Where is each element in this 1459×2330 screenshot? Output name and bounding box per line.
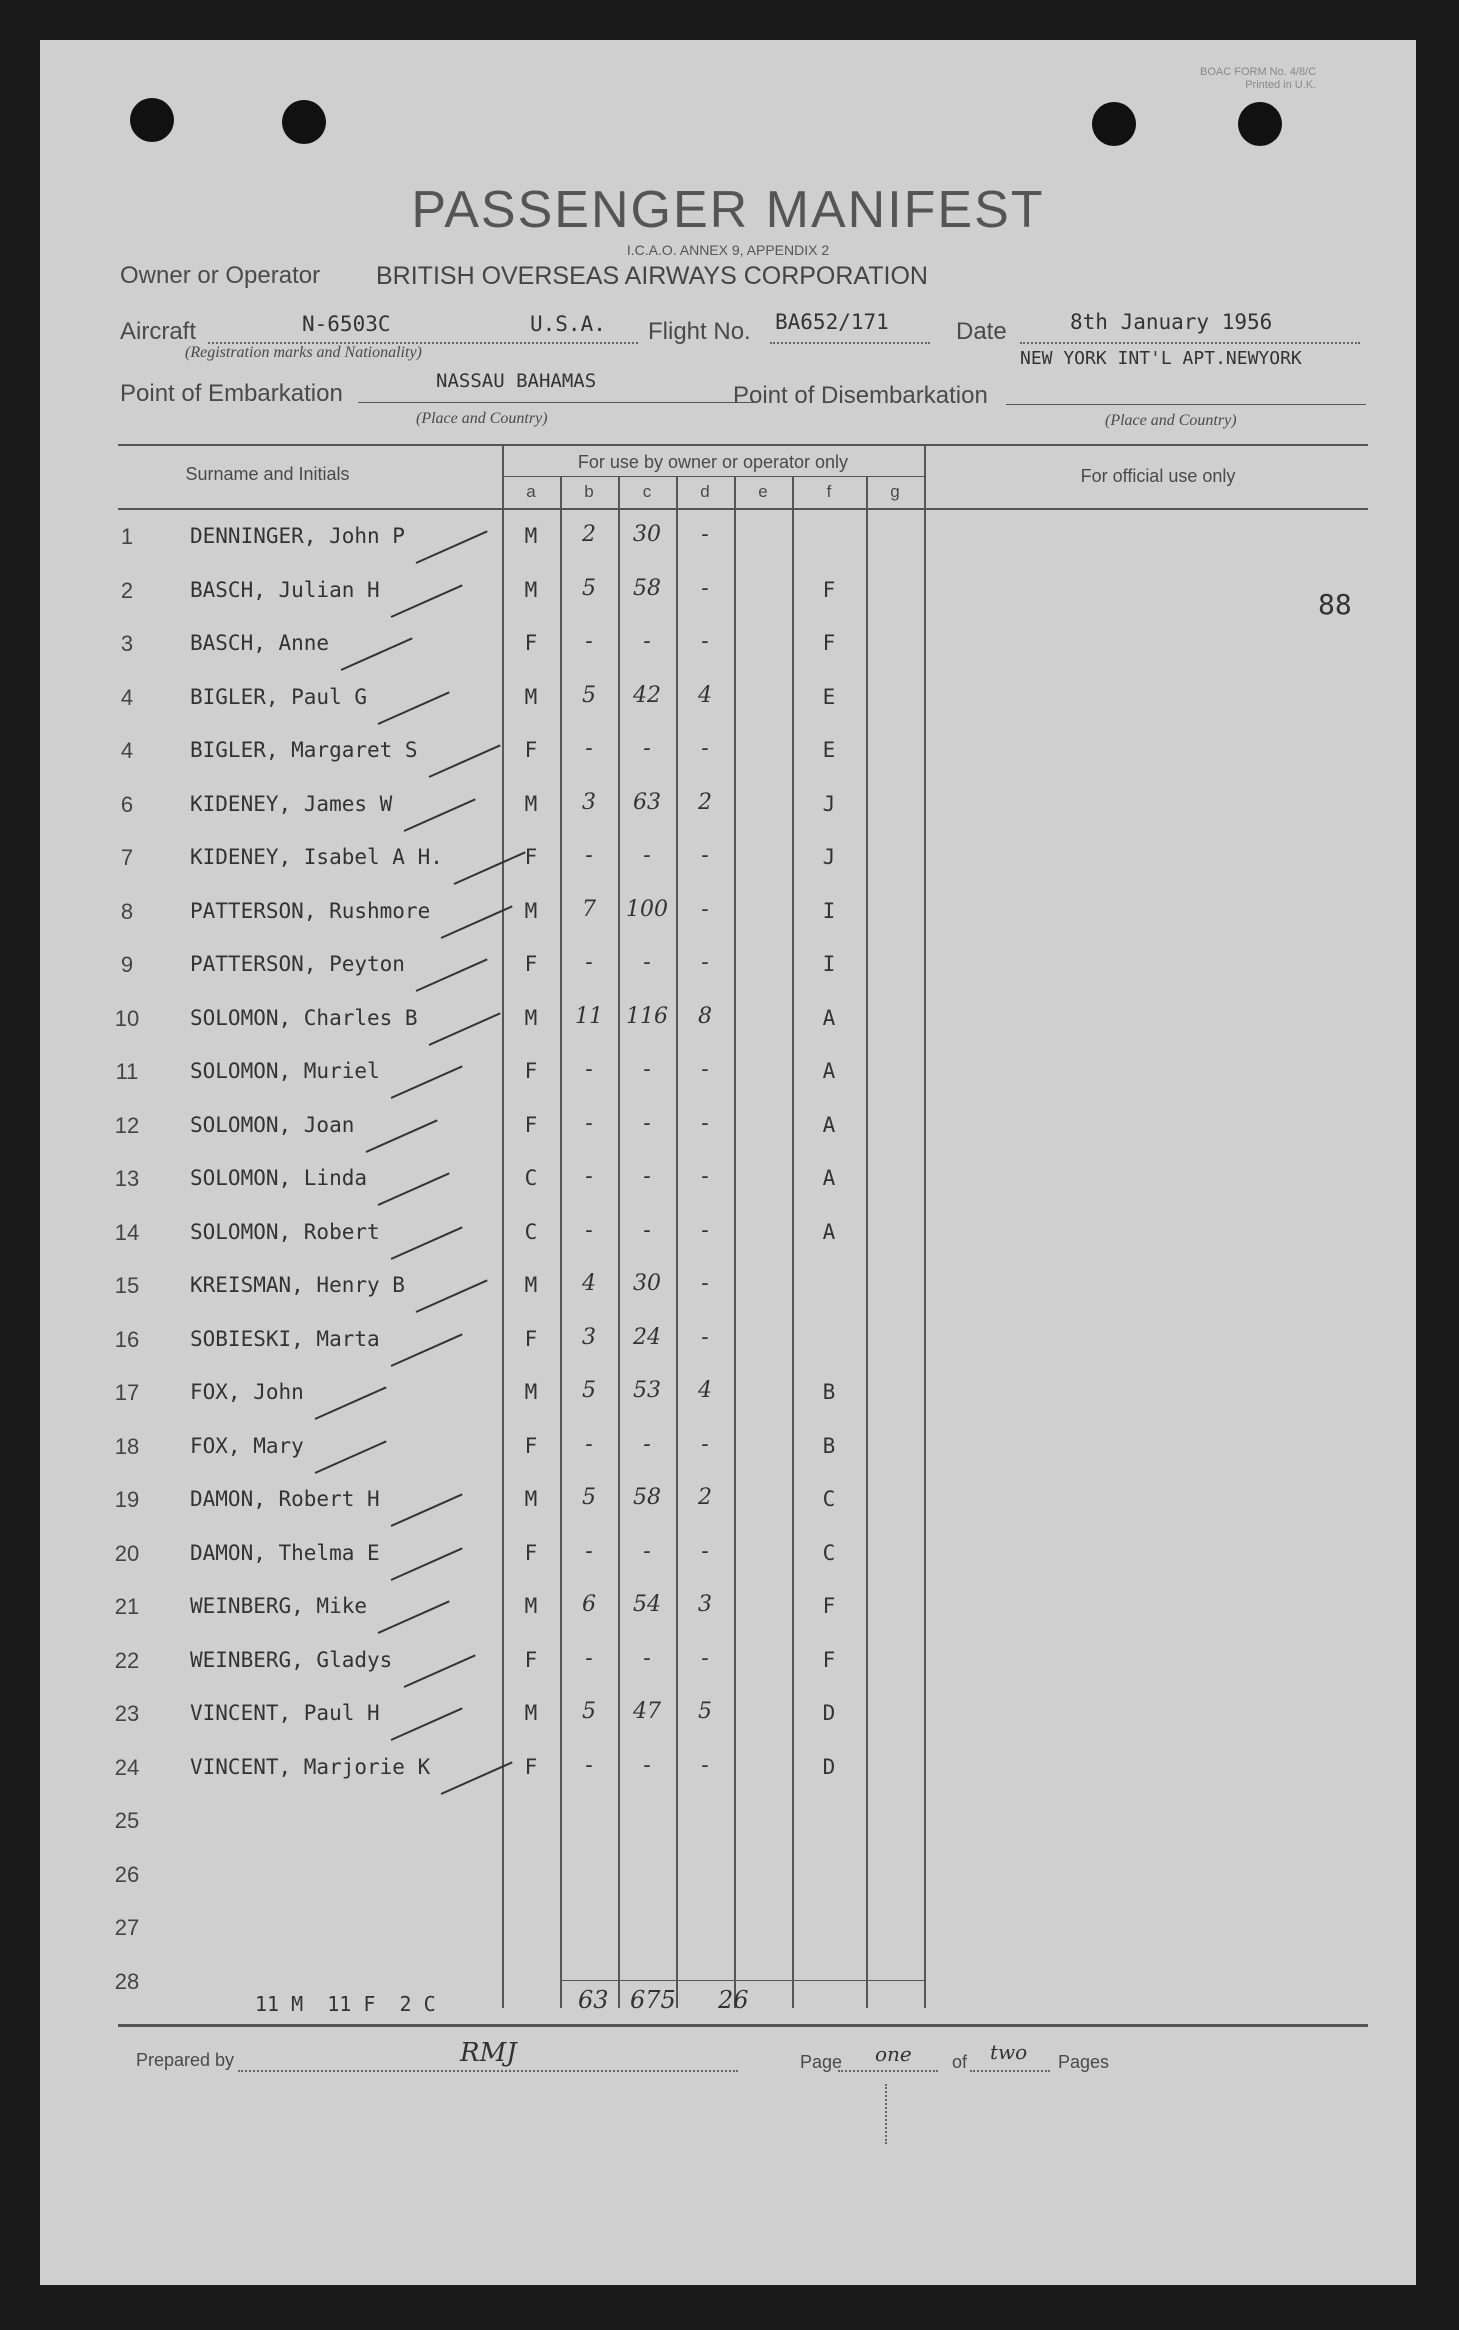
cell-a: F: [524, 1059, 538, 1083]
cell-b: 5: [582, 1378, 596, 1403]
cell-f: D: [822, 1701, 836, 1725]
cell-b: -: [585, 1217, 593, 1243]
cell-a: F: [524, 1647, 538, 1672]
table-row: [40, 952, 1416, 1005]
cell-b: -: [585, 1752, 593, 1778]
cell-c: 63: [633, 789, 661, 815]
cell-f: C: [822, 1540, 836, 1565]
flight-label: Flight No.: [648, 318, 751, 345]
cell-a: C: [524, 1219, 538, 1244]
check-mark: [315, 1440, 387, 1474]
cell-f: F: [822, 1647, 836, 1672]
cell-f: J: [822, 791, 836, 816]
cell-d: -: [701, 629, 709, 654]
cell-a: M: [524, 524, 538, 548]
cell-a: F: [524, 1754, 538, 1779]
table-row: [40, 738, 1416, 791]
check-mark: [428, 1012, 500, 1046]
cell-d: -: [701, 1217, 709, 1243]
page-number: one: [875, 2042, 912, 2066]
cell-b: -: [585, 629, 593, 654]
cell-d: -: [701, 1110, 709, 1136]
row-number: 3: [120, 631, 134, 656]
table-row: [40, 789, 1416, 845]
cell-d: 2: [698, 789, 712, 815]
punch-hole: [1238, 102, 1282, 146]
cell-a: M: [524, 1487, 538, 1511]
cell-c: 30: [633, 1271, 661, 1296]
cell-b: 11: [575, 1003, 603, 1029]
row-number: 14: [114, 1219, 140, 1245]
row-number: 6: [120, 791, 134, 817]
cell-b: -: [585, 1645, 593, 1671]
cell-f: F: [822, 1594, 836, 1618]
date-label: Date: [956, 318, 1007, 345]
official-use-header: For official use only: [1080, 466, 1236, 486]
passenger-name: FOX, Mary: [190, 1433, 304, 1458]
cell-c: -: [643, 629, 651, 654]
check-mark: [416, 1279, 488, 1313]
table-row: [40, 1915, 1416, 1968]
passenger-name: DAMON, Robert H: [190, 1487, 380, 1511]
row-number: 26: [114, 1861, 140, 1887]
cell-f: D: [822, 1754, 836, 1779]
passenger-name: BIGLER, Paul G: [190, 684, 368, 709]
table-row: [40, 1431, 1416, 1487]
cell-c: -: [643, 1164, 651, 1189]
cell-b: 2: [582, 522, 596, 547]
check-mark: [391, 1547, 463, 1581]
passenger-name: DENNINGER, John P: [190, 524, 405, 548]
cell-f: I: [822, 952, 836, 976]
cell-b: -: [585, 1538, 593, 1564]
name-column-header: Surname and Initials: [185, 464, 350, 484]
table-row: [40, 1487, 1416, 1540]
table-row: [40, 896, 1416, 952]
cell-f: A: [822, 1059, 836, 1083]
cell-f: A: [822, 1166, 836, 1190]
cell-a: F: [524, 952, 538, 976]
cell-d: -: [701, 1431, 709, 1457]
cell-f: J: [822, 845, 836, 869]
cell-c: -: [643, 1110, 651, 1136]
passenger-name: WEINBERG, Gladys: [190, 1647, 393, 1672]
row-number: 25: [114, 1808, 140, 1833]
row-number: 11: [115, 1059, 139, 1084]
passenger-name: PATTERSON, Rushmore: [190, 898, 431, 923]
row-number: 18: [114, 1433, 140, 1459]
table-row: [40, 1003, 1416, 1059]
owner-label: Owner or Operator: [120, 262, 321, 289]
cell-d: -: [701, 950, 709, 975]
row-number: 23: [114, 1701, 140, 1726]
passenger-name: KIDENEY, Isabel A H.: [190, 845, 443, 869]
cell-a: F: [524, 631, 538, 655]
table-row: [40, 1594, 1416, 1647]
cell-c: 58: [633, 575, 661, 601]
table-bottom-border: [118, 2024, 1368, 2027]
table-row: [40, 1273, 1416, 1326]
row-number: 19: [114, 1487, 140, 1512]
check-mark: [378, 1600, 450, 1634]
col-d-header: d: [700, 482, 710, 501]
passenger-name: BASCH, Anne: [190, 631, 330, 655]
check-mark: [365, 1119, 437, 1153]
cell-c: -: [643, 843, 651, 868]
row-number: 28: [114, 1968, 140, 1994]
table-row: [40, 575, 1416, 631]
table-row: [40, 1808, 1416, 1861]
cell-b: -: [585, 736, 593, 761]
table-row: [40, 1324, 1416, 1380]
cell-d: -: [701, 1752, 709, 1778]
punch-hole: [130, 98, 174, 142]
table-row: [40, 1701, 1416, 1754]
check-mark: [315, 1386, 387, 1420]
flight-number: BA652/171: [775, 310, 889, 334]
cell-d: -: [701, 1164, 709, 1189]
table-row: [40, 1110, 1416, 1166]
cell-d: -: [701, 896, 709, 922]
cell-f: F: [822, 577, 836, 602]
table-row: [40, 1645, 1416, 1701]
cell-f: C: [822, 1487, 836, 1511]
cell-b: 3: [582, 789, 596, 815]
official-note: 88: [1318, 588, 1352, 621]
row-number: 21: [114, 1594, 140, 1619]
cell-c: 24: [633, 1324, 661, 1350]
cell-d: -: [701, 522, 709, 547]
cell-b: -: [585, 1431, 593, 1457]
embarkation-value: NASSAU BAHAMAS: [436, 370, 597, 392]
passenger-name: FOX, John: [190, 1380, 304, 1404]
total-b: 63: [578, 1986, 609, 2014]
cell-a: M: [524, 1594, 538, 1618]
date-underline: [1020, 342, 1360, 344]
cell-f: E: [822, 738, 836, 762]
cell-a: M: [524, 1005, 538, 1030]
table-row: [40, 631, 1416, 684]
cell-c: 42: [633, 682, 661, 708]
prepared-by-label: Prepared by: [136, 2050, 235, 2070]
cell-c: 58: [633, 1485, 661, 1510]
embarkation-label: Point of Embarkation: [120, 380, 343, 407]
cell-c: 54: [633, 1592, 661, 1617]
cell-b: -: [585, 950, 593, 975]
row-number: 20: [114, 1540, 140, 1566]
check-mark: [340, 637, 412, 671]
check-mark: [391, 1333, 463, 1367]
row-number: 22: [114, 1647, 140, 1673]
aircraft-registration: N-6503C: [302, 312, 391, 336]
cell-f: B: [822, 1433, 836, 1458]
cell-b: -: [585, 1164, 593, 1189]
disembarkation-underline: [1006, 404, 1366, 405]
table-row: [40, 1217, 1416, 1273]
cell-d: 5: [698, 1699, 712, 1724]
passenger-name: BASCH, Julian H: [190, 577, 380, 602]
check-mark: [428, 744, 500, 778]
cell-c: -: [643, 1217, 651, 1243]
passenger-name: PATTERSON, Peyton: [190, 952, 405, 976]
row-number: 2: [120, 577, 134, 603]
table-row: [40, 682, 1416, 738]
col-e-header: e: [758, 482, 768, 501]
disembarkation-note: (Place and Country): [1105, 412, 1237, 429]
cell-a: F: [524, 738, 538, 762]
check-mark: [416, 958, 488, 992]
col-f-header: f: [826, 482, 832, 501]
row-number: 4: [120, 738, 134, 763]
cell-f: A: [822, 1005, 836, 1030]
row-number: 9: [120, 952, 134, 977]
passenger-name: SOLOMON, Muriel: [190, 1059, 380, 1083]
check-mark: [391, 1065, 463, 1099]
row-number: 4: [120, 684, 134, 710]
check-mark: [391, 584, 463, 618]
owner-value: BRITISH OVERSEAS AIRWAYS CORPORATION: [376, 262, 928, 290]
row-number: 13: [114, 1166, 140, 1191]
cell-a: M: [524, 791, 538, 816]
pages-label: Pages: [1058, 2052, 1110, 2072]
table-row: [40, 524, 1416, 577]
owner-use-header: For use by owner or operator only: [577, 452, 849, 472]
owner-header-divider: [502, 476, 924, 477]
row-number: 1: [120, 524, 134, 549]
embarkation-underline: [358, 402, 753, 403]
table-row: [40, 1059, 1416, 1112]
passenger-name: WEINBERG, Mike: [190, 1594, 368, 1618]
passenger-name: SOBIESKI, Marta: [190, 1326, 380, 1351]
passenger-name: VINCENT, Paul H: [190, 1701, 380, 1725]
cell-d: 4: [698, 682, 712, 708]
page-label: Page: [800, 2052, 843, 2072]
passenger-name: SOLOMON, Charles B: [190, 1005, 418, 1030]
check-mark: [378, 1172, 450, 1206]
cell-a: M: [524, 1273, 538, 1297]
total-d: 26: [718, 1986, 749, 2014]
passenger-name: SOLOMON, Linda: [190, 1166, 368, 1190]
aircraft-note: (Registration marks and Nationality): [185, 344, 422, 361]
cell-d: -: [701, 1324, 709, 1350]
passenger-name: KIDENEY, James W: [190, 791, 393, 816]
check-mark: [391, 1707, 463, 1741]
cell-b: 5: [582, 575, 596, 601]
form-reference: BOAC FORM No. 4/8/C Printed in U.K.: [1200, 66, 1317, 91]
cell-a: M: [524, 684, 538, 709]
table-row: [40, 1752, 1416, 1808]
cell-c: -: [643, 1538, 651, 1564]
row-number: 10: [114, 1005, 140, 1031]
page-total: two: [990, 2040, 1028, 2064]
manifest-title: PASSENGER MANIFEST: [411, 181, 1045, 239]
col-g-header: g: [890, 482, 900, 501]
cell-a: C: [524, 1166, 538, 1190]
cell-c: 47: [633, 1699, 661, 1724]
cell-d: -: [701, 1645, 709, 1671]
col-c-header: c: [642, 482, 652, 501]
cell-d: -: [701, 1271, 709, 1296]
punch-hole: [1092, 102, 1136, 146]
cell-c: -: [643, 1752, 651, 1778]
row-number: 27: [114, 1915, 140, 1940]
cell-b: 4: [582, 1271, 596, 1296]
prepared-by-signature: RMJ: [460, 2038, 517, 2068]
table-row: [40, 1380, 1416, 1433]
cell-f: A: [822, 1219, 836, 1244]
cell-a: M: [524, 577, 538, 602]
cell-d: -: [701, 1057, 709, 1082]
passenger-name: VINCENT, Marjorie K: [190, 1754, 431, 1779]
page-total-underline: [970, 2070, 1050, 2072]
cell-a: F: [524, 1112, 538, 1137]
cell-d: -: [701, 736, 709, 761]
cell-b: -: [585, 1110, 593, 1136]
cell-d: 8: [698, 1003, 712, 1029]
cell-d: 4: [698, 1378, 712, 1403]
cell-b: 6: [582, 1592, 596, 1617]
check-mark: [416, 530, 488, 564]
table-top-border: [118, 444, 1368, 446]
cell-b: -: [585, 1057, 593, 1082]
check-mark: [378, 691, 450, 725]
cell-a: F: [524, 1540, 538, 1565]
disembarkation-value: NEW YORK INT'L APT.NEWYORK: [1020, 348, 1302, 369]
cell-b: -: [585, 843, 593, 868]
embarkation-note: (Place and Country): [416, 410, 548, 427]
cell-c: -: [643, 1057, 651, 1082]
cell-f: B: [822, 1380, 836, 1404]
table-row: [40, 845, 1416, 898]
table-row: [40, 1862, 1416, 1915]
passenger-name: SOLOMON, Robert: [190, 1219, 380, 1244]
totals-divider: [560, 1980, 924, 1981]
col-b-header: b: [584, 482, 594, 501]
passenger-name: SOLOMON, Joan: [190, 1112, 355, 1137]
passenger-name: KREISMAN, Henry B: [190, 1273, 405, 1297]
cell-c: -: [643, 1431, 651, 1457]
cell-b: 5: [582, 1485, 596, 1510]
date-value: 8th January 1956: [1070, 310, 1273, 334]
flight-underline: [770, 342, 930, 344]
cell-f: I: [822, 898, 836, 923]
cell-b: 7: [582, 896, 596, 922]
cell-a: F: [524, 1326, 538, 1351]
cell-a: M: [524, 1701, 538, 1725]
cell-d: -: [701, 843, 709, 868]
row-number: 7: [120, 845, 134, 870]
total-c: 675: [630, 1986, 676, 2014]
cell-d: 2: [698, 1485, 712, 1510]
cell-c: -: [643, 950, 651, 975]
cell-d: -: [701, 575, 709, 601]
cell-b: 3: [582, 1324, 596, 1350]
aircraft-nationality: U.S.A.: [530, 312, 606, 336]
check-mark: [391, 1226, 463, 1260]
manifest-subtitle: I.C.A.O. ANNEX 9, APPENDIX 2: [626, 242, 830, 258]
cell-c: 116: [626, 1003, 668, 1029]
cell-c: -: [643, 736, 651, 761]
cell-a: F: [524, 845, 538, 869]
cell-d: -: [701, 1538, 709, 1564]
check-mark: [403, 1654, 475, 1688]
aircraft-label: Aircraft: [120, 318, 197, 345]
row-number: 8: [120, 898, 134, 924]
row-number: 17: [114, 1380, 140, 1405]
cell-f: A: [822, 1112, 836, 1137]
row-number: 15: [114, 1273, 140, 1298]
cell-f: F: [822, 631, 836, 655]
cell-a: M: [524, 898, 538, 923]
fold-mark: [885, 2084, 887, 2144]
cell-d: 3: [698, 1592, 712, 1617]
page-underline: [838, 2070, 938, 2072]
cell-c: 53: [633, 1378, 661, 1403]
of-label: of: [952, 2052, 968, 2072]
totals-summary: 11 M 11 F 2 C: [255, 1992, 436, 2016]
manifest-sheet: [40, 40, 1416, 2285]
row-number: 24: [114, 1754, 140, 1780]
row-number: 16: [114, 1326, 140, 1352]
cell-c: 100: [626, 896, 668, 922]
passenger-name: BIGLER, Margaret S: [190, 738, 418, 762]
check-mark: [403, 798, 475, 832]
cell-c: -: [643, 1645, 651, 1671]
check-mark: [391, 1493, 463, 1527]
disembarkation-label: Point of Disembarkation: [733, 382, 988, 409]
table-row: [40, 1166, 1416, 1219]
cell-b: 5: [582, 682, 596, 708]
cell-a: M: [524, 1380, 538, 1404]
cell-c: 30: [633, 522, 661, 547]
cell-b: 5: [582, 1699, 596, 1724]
table-row: [40, 1538, 1416, 1594]
header-bottom-border: [118, 508, 1368, 510]
cell-f: E: [822, 684, 836, 709]
cell-a: F: [524, 1433, 538, 1458]
passenger-name: DAMON, Thelma E: [190, 1540, 380, 1565]
prepared-by-underline: [238, 2070, 738, 2072]
row-number: 12: [114, 1112, 140, 1138]
punch-hole: [282, 100, 326, 144]
col-a-header: a: [526, 482, 536, 501]
